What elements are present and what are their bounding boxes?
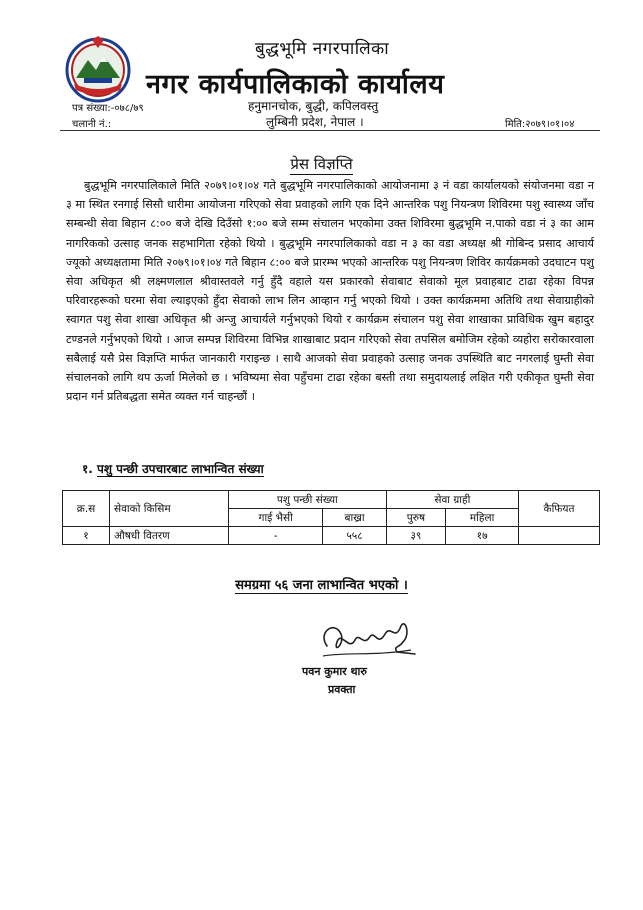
dispatch-number: चलानी नं.: [72,119,112,130]
header-remarks: कैफियत [519,491,600,527]
header-goat: बाख्रा [323,509,386,527]
cell-service: औषधी वितरण [110,527,229,545]
address-line-1: हनुमानचोक, बुद्धी, कपिलवस्तु [248,99,379,113]
table-row [63,527,600,545]
letter-number: पत्र संख्या:-०७८/७९ [72,103,144,114]
summary-line [0,575,643,593]
header-female: महिला [446,509,519,527]
header-animals-group: पशु पन्छी संख्या [229,491,387,509]
section-number: १. [82,462,93,476]
section-title: पशु पन्छी उपचारबाट लाभान्वित संख्या [97,462,264,476]
cell-cow-buffalo: - [229,527,323,545]
cell-goat: ५५८ [323,527,386,545]
signatory-name: पवन कुमार थारु [302,665,367,678]
letter-date: मिति:२०७९।०१।०४ [505,119,575,130]
press-release-title-text: प्रेस विज्ञप्ति [290,155,353,173]
cell-female: १७ [446,527,519,545]
office-title: नगर कार्यपालिकाको कार्यालय [146,69,445,100]
cell-remarks [519,527,600,545]
beneficiary-table [62,490,600,545]
table-header-row [63,491,600,509]
municipality-emblem-logo [62,34,134,104]
handwritten-signature [315,612,425,667]
address-line-2: लुम्बिनी प्रदेश, नेपाल । [266,115,364,129]
signatory-role: प्रवक्ता [328,683,356,696]
municipality-name: बुद्धभूमि नगरपालिका [255,39,390,59]
summary-text: समग्रमा ५६ जना लाभान्वित भएको । [235,578,408,593]
cell-male: ३९ [386,527,446,545]
header-recipients-group: सेवा ग्राही [386,491,518,509]
header-service: सेवाको किसिम [110,491,229,527]
section-heading [82,460,264,477]
header-cow-buffalo: गाई भैसी [229,509,323,527]
press-release-body: बुद्धभूमि नगरपालिकाले मिति २०७९।०१।०४ गते बुद्धभूमि नगरपालिकाको आयोजनामा ३ नं वडा कार्यालयको संयोजनमा वडा न ३ मा स्थित रनगाई सिसौ धारीमा आयोजना गरिएको सेवा प्रवाहको लागि एक दिने आन्तरिक पशु नियन्त्रण शिविरमा पशु स्वास्थ्य जाँच सम्बन्धी सेवा बिहान ८:०० बजे देखि दिउँसो १:०० बजे सम्म संचालन भएकोमा उक्त शिविरमा बुद्धभूमि न.पाको वडा नं ३ का आम नागरिकको उत्साह जनक सहभागिता रहेको थियो । बुद्धभूमि नगरपालिकाको वडा न ३ का वडा अध्यक्ष श्री गोबिन्द प्रसाद आचार्य ज्यूको अध्यक्षतामा मिति २०७९।०१।०४ गते बिहान ८:०० बजे प्रारम्भ भएको आन्तरिक पशु नियन्त्रण शिविर कार्यक्रमको उदघाटन पशु सेवा अधिकृत श्री लक्ष्मणलाल श्रीवास्तवले गर्नु हुँदै वहाले यस प्रकारको सेवाबाट सेवाको मूल प्रवाहबाट टाढा रहेका विपन्न परिवारहरूको घरमा सेवा ल्याइएको हुँदा सेवाको लाभ लिन आव्हान गर्नु भएको थियो । उक्त कार्यक्रममा अतिथि तथा सेवाग्राहीको स्वागत पशु सेवा शाखा अधिकृत श्री अन्जु आचार्यले गर्नुभएको थियो र कार्यक्रम संचालन पशु सेवा शाखाका प्राविधिक खुम बहादुर टण्डनले गर्नुभएको थियो । आज सम्पन्न शिविरमा विभिन्न शाखाबाट प्रदान गरिएको सेवा तपसिल बमोजिम रहेको व्यहोरा सरोकारवाला सबैलाई यसै प्रेस विज्ञप्ति मार्फत जानकारी गराइन्छ । साथै आजको सेवा प्रवाहको उत्साह जनक उपस्थिति बाट नगरलाई घुम्ती सेवा संचालनको लागि थप ऊर्जा मिलेको छ । भविष्यमा सेवा पहुँचमा टाढा रहेका बस्ती तथा समुदायलाई लक्षित गरी एकीकृत घुम्ती सेवा प्रदान गर्न प्रतिबद्धता समेत व्यक्त गर्न चाहन्छौं । [66,179,594,404]
header-sn: क्र.स [63,491,110,527]
press-release-title [0,154,643,174]
cell-sn: १ [63,527,110,545]
header-divider [60,130,600,131]
header-male: पुरुष [386,509,446,527]
